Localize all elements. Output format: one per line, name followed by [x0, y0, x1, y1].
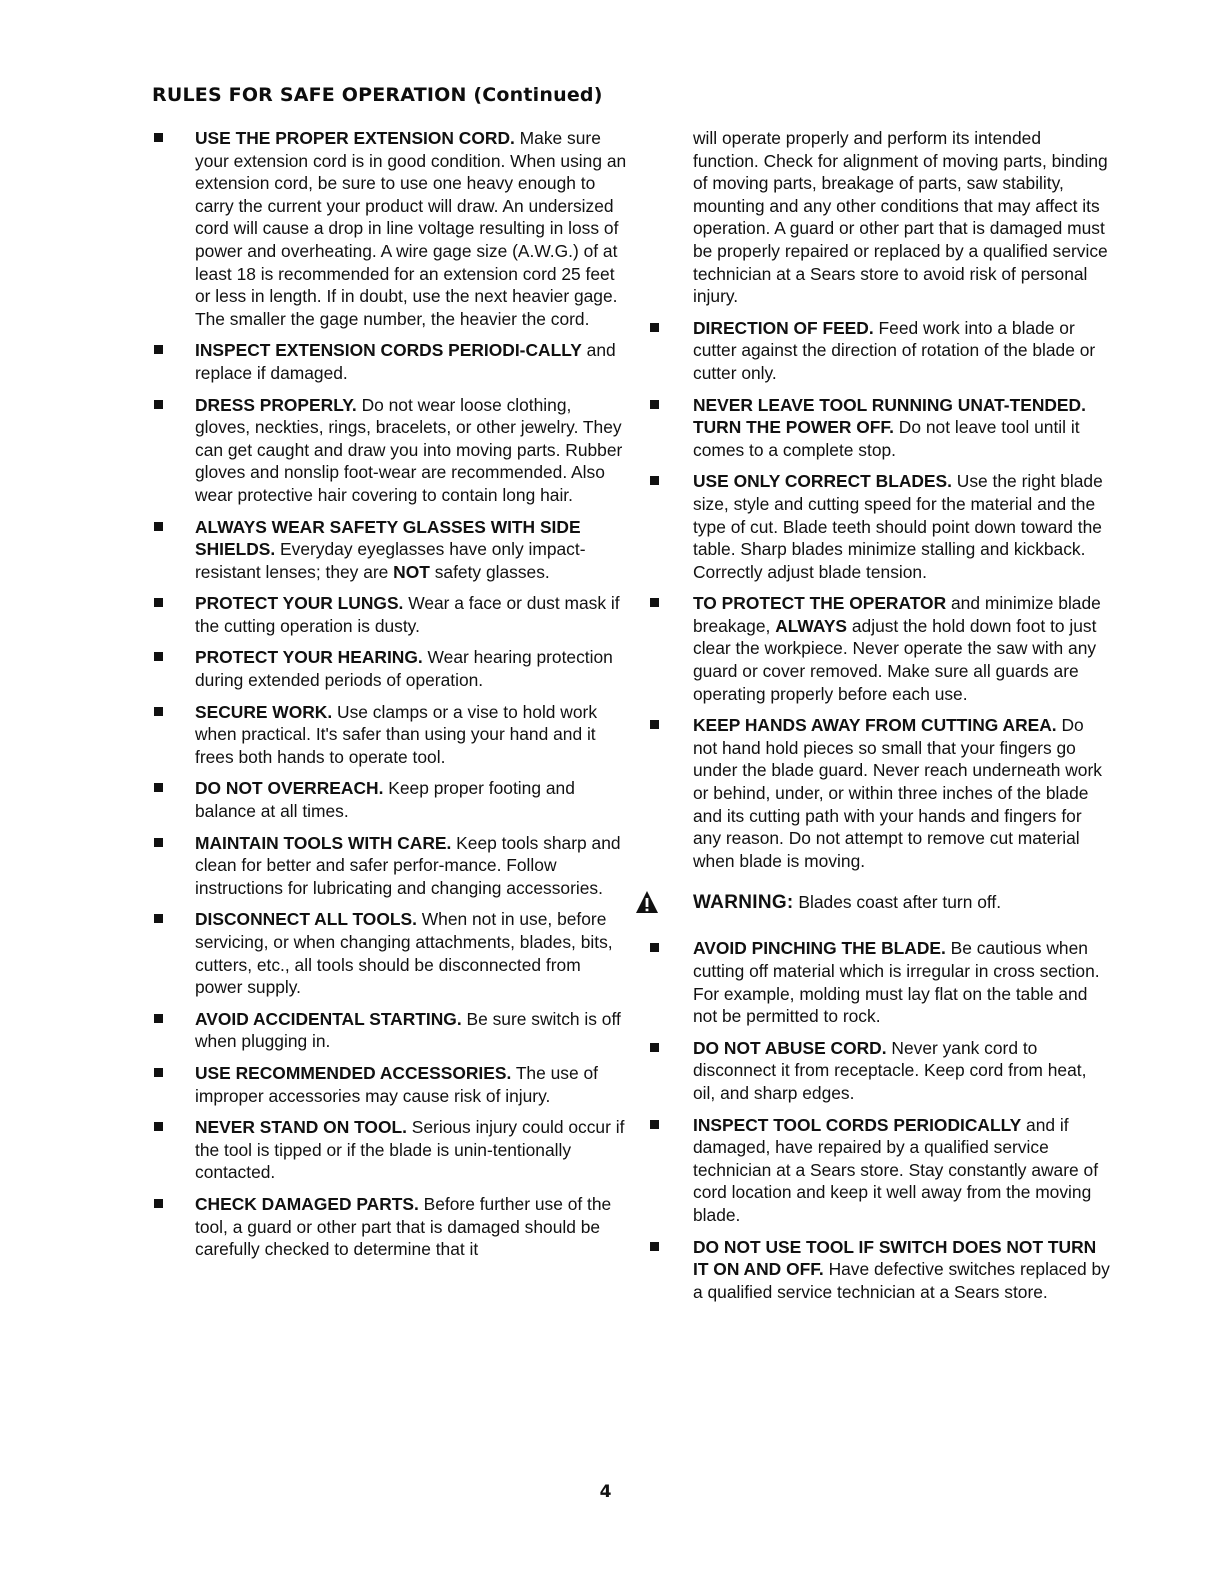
- rule-lead: DO NOT OVERREACH.: [195, 778, 384, 799]
- bullet-icon: [650, 323, 659, 332]
- warning-notice: [693, 890, 1111, 915]
- rule-protect-hearing: [195, 646, 627, 691]
- bullet-icon: [650, 476, 659, 485]
- rule-lead: DIRECTION OF FEED.: [693, 317, 874, 338]
- bullet-icon: [154, 1122, 163, 1131]
- rule-lead: TO PROTECT THE OPERATOR: [693, 593, 947, 614]
- bullet-icon: [154, 783, 163, 792]
- rule-lead: USE THE PROPER EXTENSION CORD.: [195, 128, 515, 148]
- rule-text: will operate properly and perform its intended function. Check for alignment of moving parts, binding of moving parts, breakage of parts, saw stability, mounting and any other conditions that may affect its operation. A guard or other part that is damaged must be properly repaired or replaced by a qualified service technician at a Sears store to avoid risk of personal injury.: [693, 128, 1108, 307]
- rule-text: Serious injury could occur if the tool is tipped or if the blade is unin-tentionally contacted.: [195, 1117, 625, 1183]
- rule-lead: DRESS PROPERLY.: [195, 394, 357, 415]
- rule-text: Feed work into a blade or cutter against the direction of rotation of the blade or cutter only.: [693, 317, 1096, 383]
- rule-text: and minimize blade breakage,: [693, 593, 1101, 636]
- rule-text: Do not leave tool until it comes to a complete stop.: [693, 417, 1080, 460]
- rule-lead: PROTECT YOUR HEARING.: [195, 647, 423, 668]
- rule-text: Have defective switches replaced by a qualified service technician at a Sears store.: [693, 1259, 1110, 1302]
- rule-lead: DO NOT USE TOOL IF SWITCH DOES NOT TURN IT ON AND OFF.: [693, 1236, 1097, 1280]
- rule-lead: KEEP HANDS AWAY FROM CUTTING AREA.: [693, 715, 1057, 736]
- rule-never-leave-tool-running: [693, 394, 1111, 462]
- bullet-icon: [154, 522, 163, 531]
- bullet-icon: [154, 1014, 163, 1023]
- rule-lead: DISCONNECT ALL TOOLS.: [195, 909, 417, 930]
- bullet-icon: [650, 1242, 659, 1251]
- rule-recommended-accessories: [195, 1062, 627, 1107]
- rule-text-end: safety glasses.: [429, 561, 550, 582]
- rule-text: Be cautious when cutting off material which is irregular in cross section. For example, molding must lay flat on the table and not be permitted to rock.: [693, 938, 1100, 1027]
- bullet-icon: [154, 652, 163, 661]
- rule-avoid-accidental-starting: [195, 1008, 627, 1053]
- bullet-icon: [154, 345, 163, 354]
- rule-lead: AVOID ACCIDENTAL STARTING.: [195, 1008, 462, 1029]
- rule-switch-failure: [693, 1236, 1111, 1304]
- rule-protect-lungs: [195, 592, 627, 637]
- rule-text: Do not hand hold pieces so small that your fingers go under the blade guard. Never reach underneath work or behind, under, or within three inches of the blade and its cutting path with your hands and fingers for any reason. Do not attempt to remove cut material when blade is moving.: [693, 715, 1102, 871]
- rule-direction-of-feed: [693, 317, 1111, 385]
- rule-text: Never yank cord to disconnect it from receptacle. Keep cord from heat, oil, and sharp edges.: [693, 1037, 1087, 1103]
- bullet-icon: [650, 598, 659, 607]
- rule-lead: AVOID PINCHING THE BLADE.: [693, 938, 946, 959]
- rule-extension-cord: [195, 127, 627, 330]
- rule-keep-hands-away: [693, 714, 1111, 872]
- rule-text-end: adjust the hold down foot to just clear the workpiece. Never operate the saw with any guard or cover removed. Make sure all guards are operating properly before each use.: [693, 615, 1097, 704]
- rule-safety-glasses: [195, 516, 627, 584]
- rule-inspect-extension-cords: [195, 339, 627, 384]
- rule-lead: NEVER STAND ON TOOL.: [195, 1117, 407, 1138]
- rule-lead: NEVER LEAVE TOOL RUNNING UNAT-TENDED. TURN THE POWER OFF.: [693, 394, 1086, 438]
- rule-dress-properly: [195, 394, 627, 507]
- rule-text: Do not wear loose clothing, gloves, neckties, rings, bracelets, or other jewelry. They can get caught and draw you into moving parts. Rubber gloves and nonslip foot-wear are recommended. Also wear protective hair covering to contain long hair.: [195, 394, 623, 505]
- rule-protect-operator: [693, 592, 1111, 705]
- bullet-icon: [154, 838, 163, 847]
- rule-lead: SECURE WORK.: [195, 701, 333, 722]
- rule-maintain-tools: [195, 832, 627, 900]
- rule-do-not-overreach: [195, 777, 627, 822]
- rule-inspect-tool-cords: [693, 1114, 1111, 1227]
- rule-correct-blades: [693, 470, 1111, 583]
- rule-lead: INSPECT TOOL CORDS PERIODICALLY: [693, 1114, 1022, 1135]
- bullet-icon: [154, 914, 163, 923]
- bullet-icon: [650, 943, 659, 952]
- rule-text: The use of improper accessories may cause risk of injury.: [195, 1062, 598, 1106]
- rule-text: Keep tools sharp and clean for better and safer perfor-mance. Follow instructions for lubricating and changing accessories.: [195, 832, 621, 898]
- bullet-icon: [154, 707, 163, 716]
- bullet-icon: [154, 598, 163, 607]
- rule-continuation: [693, 127, 1111, 308]
- rule-emphasis: ALWAYS: [775, 615, 848, 636]
- rule-secure-work: [195, 701, 627, 769]
- rule-text: Use the right blade size, style and cutting speed for the material and the type of cut. Blade teeth should point down toward the table. Sharp blades minimize stalling and kickback. Correctly adjust blade tension.: [693, 471, 1103, 582]
- rule-text: Use clamps or a vise to hold work when practical. It's safer than using your hand and it frees both hands to operate tool.: [195, 701, 598, 767]
- rule-text: Wear hearing protection during extended periods of operation.: [195, 647, 613, 691]
- bullet-icon: [154, 1199, 163, 1208]
- rule-lead: USE RECOMMENDED ACCESSORIES.: [195, 1062, 512, 1083]
- bullet-icon: [650, 1043, 659, 1052]
- bullet-icon: [650, 720, 659, 729]
- bullet-icon: [154, 1068, 163, 1077]
- bullet-icon: [154, 133, 163, 142]
- rule-text: and if damaged, have repaired by a qualified service technician at a Sears store. Stay constantly aware of cord location and keep it well away from the moving blade.: [693, 1114, 1099, 1225]
- rule-emphasis: NOT: [393, 561, 430, 582]
- page-number: 4: [599, 1482, 612, 1502]
- rule-lead: PROTECT YOUR LUNGS.: [195, 593, 404, 614]
- rule-lead: INSPECT EXTENSION CORDS PERIODI-CALLY: [195, 340, 582, 361]
- warning-text: Blades coast after turn off.: [793, 892, 1002, 913]
- left-column: [195, 127, 627, 1270]
- rule-never-stand-on-tool: [195, 1116, 627, 1184]
- rule-text: and replace if damaged.: [195, 340, 616, 383]
- rule-disconnect-tools: [195, 908, 627, 998]
- warning-triangle-icon: [635, 890, 659, 914]
- rule-lead: USE ONLY CORRECT BLADES.: [693, 471, 952, 492]
- rule-text: Keep proper footing and balance at all times.: [195, 778, 575, 822]
- rule-lead: ALWAYS WEAR SAFETY GLASSES WITH SIDE SHIELDS.: [195, 516, 581, 560]
- bullet-icon: [650, 400, 659, 409]
- rule-text: When not in use, before servicing, or when changing attachments, blades, bits, cutters, etc., all tools should be disconnected from power supply.: [195, 909, 613, 998]
- rule-text: Be sure switch is off when plugging in.: [195, 1008, 621, 1052]
- rule-check-damaged-parts: [195, 1193, 627, 1261]
- rule-lead: DO NOT ABUSE CORD.: [693, 1037, 887, 1058]
- rule-avoid-pinching: [693, 937, 1111, 1027]
- rule-do-not-abuse-cord: [693, 1037, 1111, 1105]
- bullet-icon: [154, 400, 163, 409]
- warning-label: WARNING:: [693, 892, 794, 914]
- rule-lead: MAINTAIN TOOLS WITH CARE.: [195, 832, 452, 853]
- rule-text: Make sure your extension cord is in good condition. When using an extension cord, be sure to use one heavy enough to carry the current your product will draw. An undersized cord will cause a drop in line voltage resulting in loss of power and overheating. A wire gage size (A.W.G.) of at least 18 is recommended for an extension cord 25 feet or less in length. If in doubt, use the next heavier gage. The smaller the gage number, the heavier the cord.: [195, 128, 627, 329]
- rule-lead: CHECK DAMAGED PARTS.: [195, 1193, 419, 1214]
- rule-text: Wear a face or dust mask if the cutting operation is dusty.: [195, 593, 620, 636]
- rule-text: Before further use of the tool, a guard or other part that is damaged should be carefully checked to determine that it: [195, 1193, 612, 1260]
- page-title: RULES FOR SAFE OPERATION (Continued): [152, 84, 603, 106]
- bullet-icon: [650, 1120, 659, 1129]
- rule-text: Everyday eyeglasses have only impact-resistant lenses; they are: [195, 539, 586, 582]
- right-column: [693, 127, 1111, 1312]
